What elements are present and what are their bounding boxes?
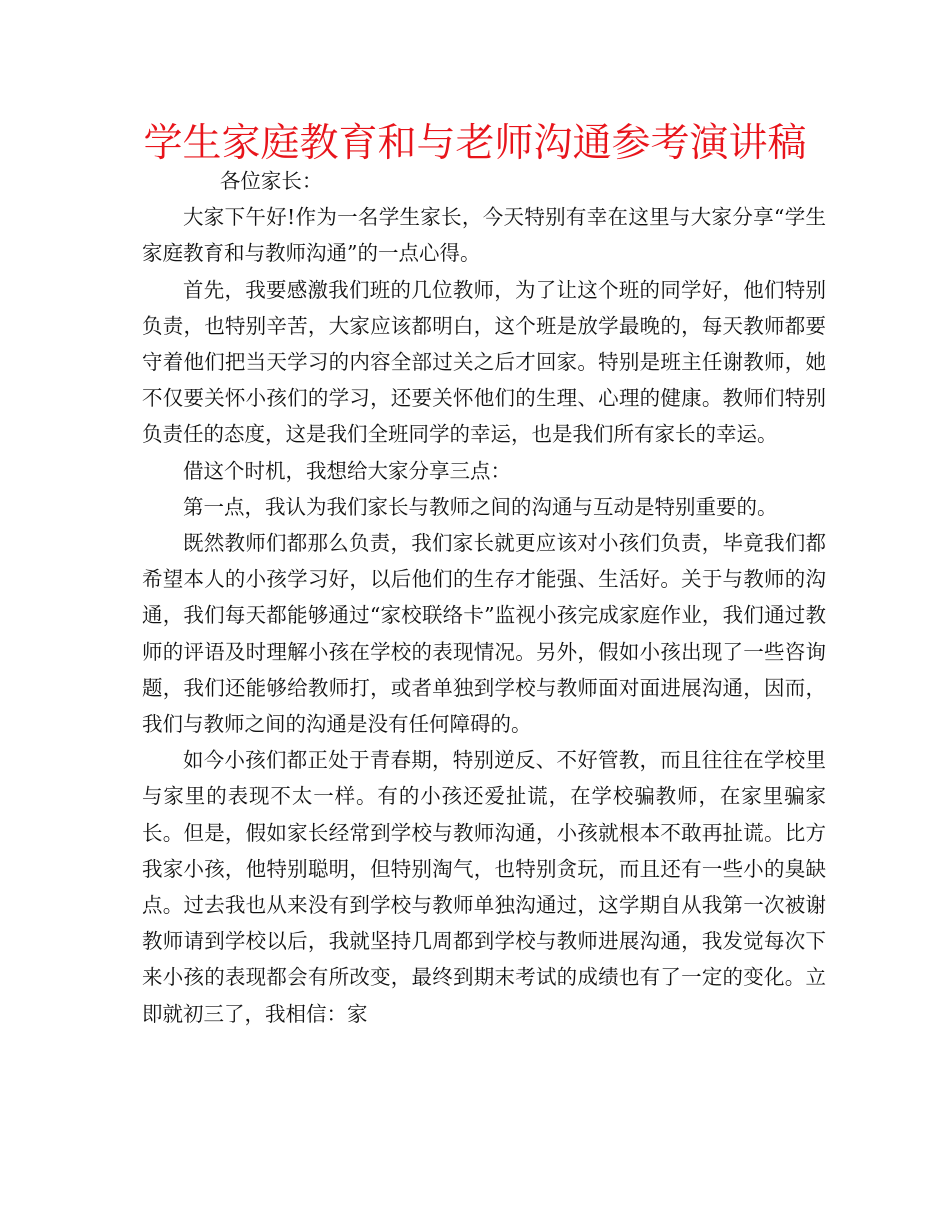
body-paragraph: 如今小孩们都正处于青春期，特别逆反、不好管教，而且往往在学校里与家里的表现不太一样。有的小孩还爱扯谎，在学校骗教师，在家里骗家长。但是，假如家长经常到学校与教师沟通，小孩就根本不敢再扯谎。比方我家小孩，他特别聪明，但特别淘气，也特别贪玩，而且还有一些小的臭缺点。过去我也从来没有到学校与教师单独沟通过，这学期自从我第一次被谢教师请到学校以后，我就坚持几周都到学校与教师进展沟通，我发觉每次下来小孩的表现都会有所改变，最终到期末考试的成绩也有了一定的变化。立即就初三了，我相信：家 xyxy=(142,748,826,1026)
body-paragraph: 既然教师们都那么负责，我们家长就更应该对小孩们负责，毕竟我们都希望本人的小孩学习好，以后他们的生存才能强、生活好。关于与教师的沟通，我们每天都能够通过“家校联络卡”监视小孩完成家庭作业，我们通过教师的评语及时理解小孩在学校的表现情况。另外，假如小孩出现了一些咨询题，我们还能够给教师打，或者单独到学校与教师面对面进展沟通，因而，我们与教师之间的沟通是没有任何障碍的。 xyxy=(142,531,826,737)
body-paragraph: 借这个时机，我想给大家分享三点： xyxy=(183,458,511,483)
body-paragraph: 大家下午好!作为一名学生家长，今天特别有幸在这里与大家分享“学生家庭教育和与教师沟通”的一点心得。 xyxy=(142,205,826,266)
salutation-paragraph: 各位家长： xyxy=(219,169,323,193)
document-title: 学生家庭教育和与老师沟通参考演讲稿 xyxy=(143,121,807,166)
document-body xyxy=(142,163,826,1032)
body-paragraph: 首先，我要感激我们班的几位教师，为了让这个班的同学好，他们特别负责，也特别辛苦，大家应该都明白，这个班是放学最晚的，每天教师都要守着他们把当天学习的内容全部过关之后才回家。特别是班主任谢教师，她不仅要关怀小孩们的学习，还要关怀他们的生理、心理的健康。教师们特别负责任的态度，这是我们全班同学的幸运，也是我们所有家长的幸运。 xyxy=(142,277,826,447)
body-paragraph: 第一点，我认为我们家长与教师之间的沟通与互动是特别重要的。 xyxy=(183,494,778,519)
